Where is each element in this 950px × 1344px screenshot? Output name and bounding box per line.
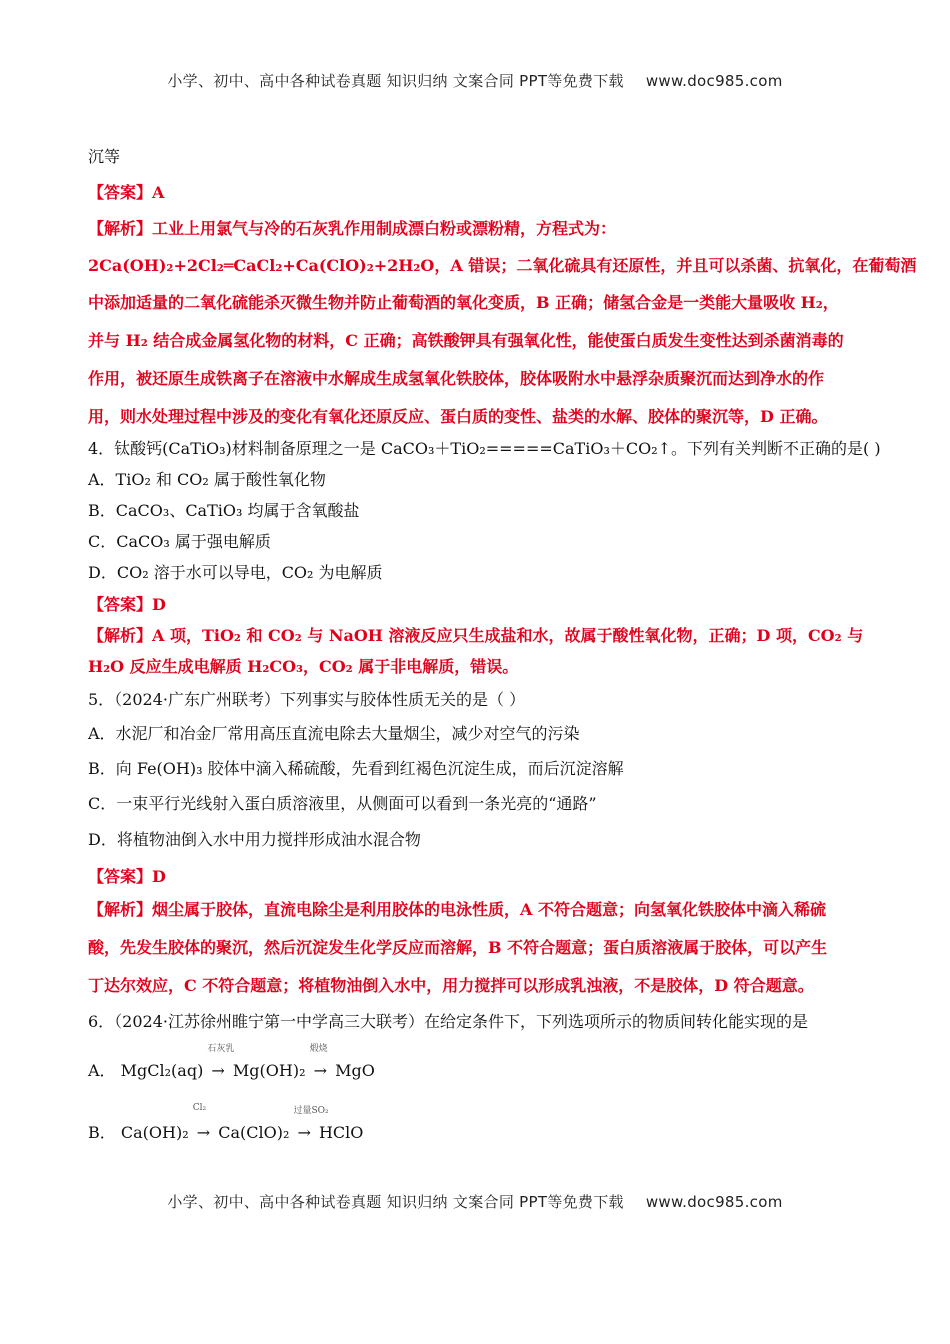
text-line: C．一束平行光线射入蛋白质溶液里，从侧面可以看到一条光亮的“通路” — [88, 794, 597, 813]
option-b-condition-2: 过量SO₂ — [293, 1106, 329, 1116]
text-line: D．将植物油倒入水中用力搅拌形成油水混合物 — [88, 830, 421, 849]
header-site-link[interactable]: www.doc985.com — [645, 72, 783, 90]
text-line: 用，则水处理过程中涉及的变化有氧化还原反应、蛋白质的变性、盐类的水解、胶体的聚沉等，D 正确。 — [88, 407, 828, 426]
text-line: H₂O 反应生成电解质 H₂CO₃，CO₂ 属于非电解质，错误。 — [88, 657, 519, 676]
text-line: 6．（2024·江苏徐州睢宁第一中学高三大联考）在给定条件下，下列选项所示的物质间转化能实现的是 — [88, 1012, 808, 1031]
option-a-arrow-1: 石灰乳 → — [211, 1061, 224, 1080]
option-b-condition-1: Cl₂ — [192, 1103, 207, 1113]
footer-site-link[interactable]: www.doc985.com — [645, 1193, 783, 1211]
text-line: 【答案】A — [88, 183, 165, 202]
text-line: 2Ca(OH)₂+2Cl₂═CaCl₂+Ca(ClO)₂+2H₂O，A 错误；二氧化硫具有还原性，并且可以杀菌、抗氧化，在葡萄酒 — [88, 256, 917, 275]
text-line: 沉等 — [88, 147, 121, 166]
option-a-condition-2: 煅烧 — [309, 1044, 328, 1054]
option-a-condition-1: 石灰乳 — [207, 1044, 235, 1054]
text-line: 【答案】D — [88, 867, 166, 886]
text-line: 【答案】D — [88, 595, 166, 614]
option-a-label: A． — [88, 1061, 116, 1080]
text-line: 【解析】A 项，TiO₂ 和 CO₂ 与 NaOH 溶液反应只生成盐和水，故属于酸性氧化物，正确；D 项，CO₂ 与 — [88, 626, 864, 645]
text-line: D．CO₂ 溶于水可以导电，CO₂ 为电解质 — [88, 563, 383, 582]
header-text: 小学、初中、高中各种试卷真题 知识归纳 文案合同 PPT等免费下载 — [167, 72, 624, 90]
text-line: 丁达尔效应，C 不符合题意；将植物油倒入水中，用力搅拌可以形成乳浊液，不是胶体，D 符合题意。 — [88, 976, 814, 995]
text-line: 5．（2024·广东广州联考）下列事实与胶体性质无关的是（ ） — [88, 690, 526, 709]
text-line: B．CaCO₃、CaTiO₃ 均属于含氧酸盐 — [88, 501, 360, 520]
text-line: C．CaCO₃ 属于强电解质 — [88, 532, 271, 551]
option-b-reactant: Ca(OH)₂ — [120, 1123, 189, 1142]
option-a-reactant: MgCl₂(aq) — [120, 1061, 204, 1080]
option-b-label: B． — [88, 1123, 116, 1142]
option-a-intermediate: Mg(OH)₂ — [232, 1061, 306, 1080]
text-line: 【解析】烟尘属于胶体，直流电除尘是利用胶体的电泳性质，A 不符合题意；向氢氧化铁胶体中滴入稀硫 — [88, 900, 826, 919]
text-line: A．水泥厂和冶金厂常用高压直流电除去大量烟尘，减少对空气的污染 — [88, 724, 580, 743]
page-footer — [0, 1191, 950, 1212]
option-b-product: HClO — [318, 1123, 364, 1142]
page-header — [0, 70, 950, 91]
option-b-reaction — [88, 1103, 364, 1143]
text-line: 4．钛酸钙(CaTiO₃)材料制备原理之一是 CaCO₃＋TiO₂=====CaTiO₃＋CO₂↑。下列有关判断不正确的是( ) — [88, 439, 881, 458]
option-b-arrow-2: 过量SO₂ → — [297, 1123, 310, 1142]
text-line: 【解析】工业上用氯气与冷的石灰乳作用制成漂白粉或漂粉精，方程式为： — [88, 219, 617, 238]
text-line: A．TiO₂ 和 CO₂ 属于酸性氧化物 — [88, 470, 326, 489]
footer-text: 小学、初中、高中各种试卷真题 知识归纳 文案合同 PPT等免费下载 — [167, 1193, 624, 1211]
option-a-arrow-2: 煅烧 → — [314, 1061, 327, 1080]
text-line: 并与 H₂ 结合成金属氢化物的材料，C 正确；高铁酸钾具有强氧化性，能使蛋白质发生变性达到杀菌消毒的 — [88, 331, 844, 350]
option-a-product: MgO — [335, 1061, 375, 1080]
text-line: 作用，被还原生成铁离子在溶液中水解成生成氢氧化铁胶体，胶体吸附水中悬浮杂质聚沉而达到净水的作 — [88, 369, 825, 388]
option-b-intermediate: Ca(ClO)₂ — [218, 1123, 290, 1142]
text-line: 酸，先发生胶体的聚沉，然后沉淀发生化学反应而溶解，B 不符合题意；蛋白质溶液属于胶体，可以产生 — [88, 938, 828, 957]
text-line: B．向 Fe(OH)₃ 胶体中滴入稀硫酸，先看到红褐色沉淀生成，而后沉淀溶解 — [88, 759, 624, 778]
option-a-reaction — [88, 1044, 375, 1081]
option-b-arrow-1: Cl₂ → — [192, 1103, 211, 1142]
text-line: 中添加适量的二氧化硫能杀灭微生物并防止葡萄酒的氧化变质，B 正确；储氢合金是一类能大量吸收 H₂， — [88, 293, 839, 312]
